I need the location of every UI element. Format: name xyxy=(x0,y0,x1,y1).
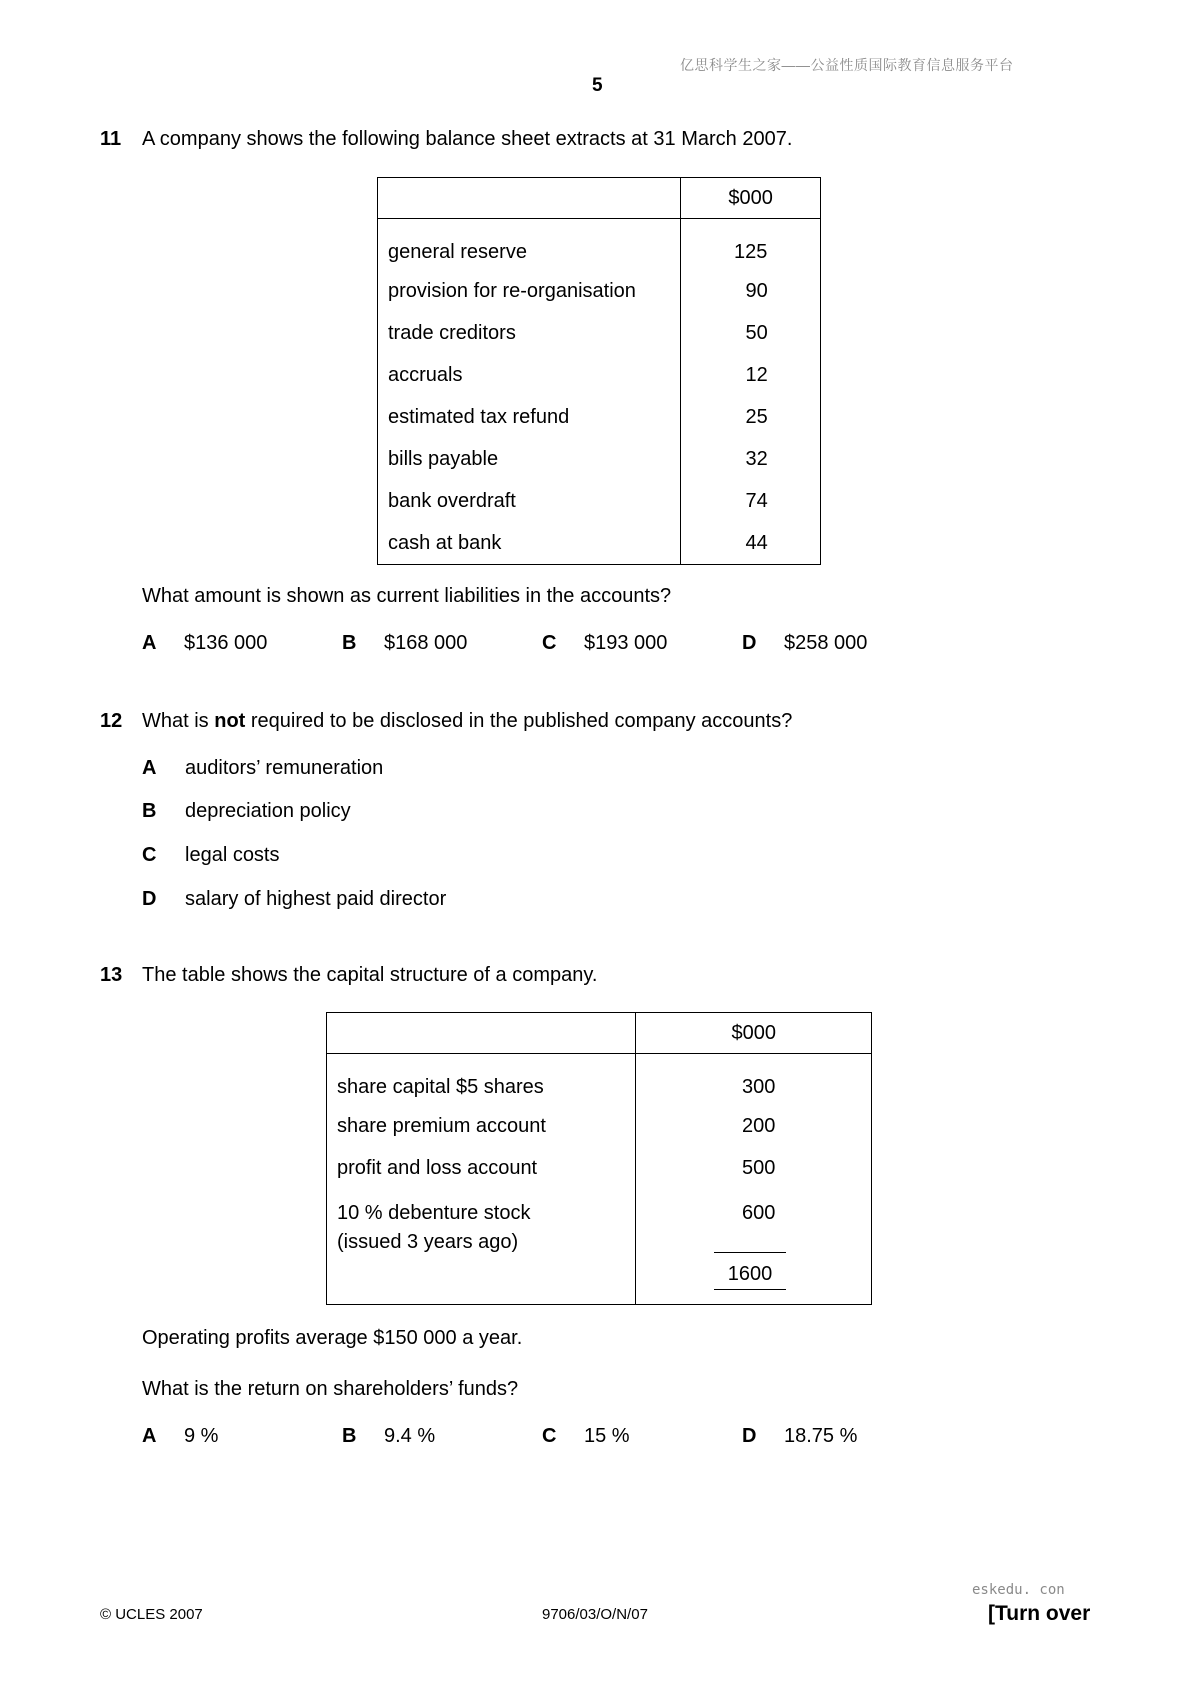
option-c[interactable]: C legal costs xyxy=(142,844,280,866)
question-12-number: 12 xyxy=(100,710,123,732)
copyright: © UCLES 2007 xyxy=(100,1606,203,1623)
question-11-number: 11 xyxy=(100,128,122,150)
table-row: profit and loss account 500 xyxy=(327,1148,872,1190)
total-rule-bottom xyxy=(714,1289,786,1290)
question-11-prompt: What amount is shown as current liabilities in the accounts? xyxy=(142,585,672,607)
question-13-number: 13 xyxy=(100,964,123,986)
table-row: trade creditors 50 xyxy=(378,313,821,355)
balance-sheet-table xyxy=(377,177,821,565)
table-row: provision for re-organisation 90 xyxy=(378,271,821,313)
option-d[interactable]: D $258 000 xyxy=(742,632,868,654)
table-header-unit: $000 xyxy=(681,178,821,219)
table-total: 1600 xyxy=(727,1263,773,1285)
table-row: share premium account 200 xyxy=(327,1106,872,1148)
question-12-text: What is not required to be disclosed in the published company accounts? xyxy=(142,710,793,732)
table-row: share capital $5 shares 300 xyxy=(327,1054,872,1106)
option-c[interactable]: C 15 % xyxy=(542,1425,630,1447)
table-header-blank xyxy=(378,178,681,219)
table-row: bank overdraft 74 xyxy=(378,481,821,523)
table-row: 10 % debenture stock (issued 3 years ago) 600 xyxy=(327,1190,872,1305)
table-row: cash at bank 44 xyxy=(378,523,821,565)
option-b[interactable]: B $168 000 xyxy=(342,632,468,654)
question-11-text: A company shows the following balance sheet extracts at 31 March 2007. xyxy=(142,128,793,150)
site-watermark: eskedu. con xyxy=(972,1582,1065,1598)
option-a[interactable]: A $136 000 xyxy=(142,632,268,654)
question-13-prompt: What is the return on shareholders’ funds? xyxy=(142,1378,519,1400)
table-row: general reserve 125 xyxy=(378,219,821,271)
table-header-unit: $000 xyxy=(636,1013,872,1054)
question-13-statement: Operating profits average $150 000 a year. xyxy=(142,1327,523,1349)
option-c[interactable]: C $193 000 xyxy=(542,632,668,654)
question-13-text: The table shows the capital structure of a company. xyxy=(142,964,598,986)
table-row: estimated tax refund 25 xyxy=(378,397,821,439)
paper-code: 9706/03/O/N/07 xyxy=(542,1606,648,1623)
capital-structure-table xyxy=(326,1012,872,1305)
total-rule-top xyxy=(714,1252,786,1253)
page-number: 5 xyxy=(592,75,603,96)
watermark-text: 亿思科学生之家——公益性质国际教育信息服务平台 xyxy=(680,57,1014,73)
turn-over-label: [Turn over xyxy=(988,1602,1091,1625)
option-a[interactable]: A auditors’ remuneration xyxy=(142,757,384,779)
table-row: bills payable 32 xyxy=(378,439,821,481)
option-d[interactable]: D 18.75 % xyxy=(742,1425,858,1447)
question-13-options xyxy=(142,1425,942,1451)
table-row: accruals 12 xyxy=(378,355,821,397)
table-header-blank xyxy=(327,1013,636,1054)
question-11-options xyxy=(142,632,942,658)
option-b[interactable]: B 9.4 % xyxy=(342,1425,436,1447)
option-d[interactable]: D salary of highest paid director xyxy=(142,888,447,910)
option-b[interactable]: B depreciation policy xyxy=(142,800,351,822)
option-a[interactable]: A 9 % xyxy=(142,1425,219,1447)
